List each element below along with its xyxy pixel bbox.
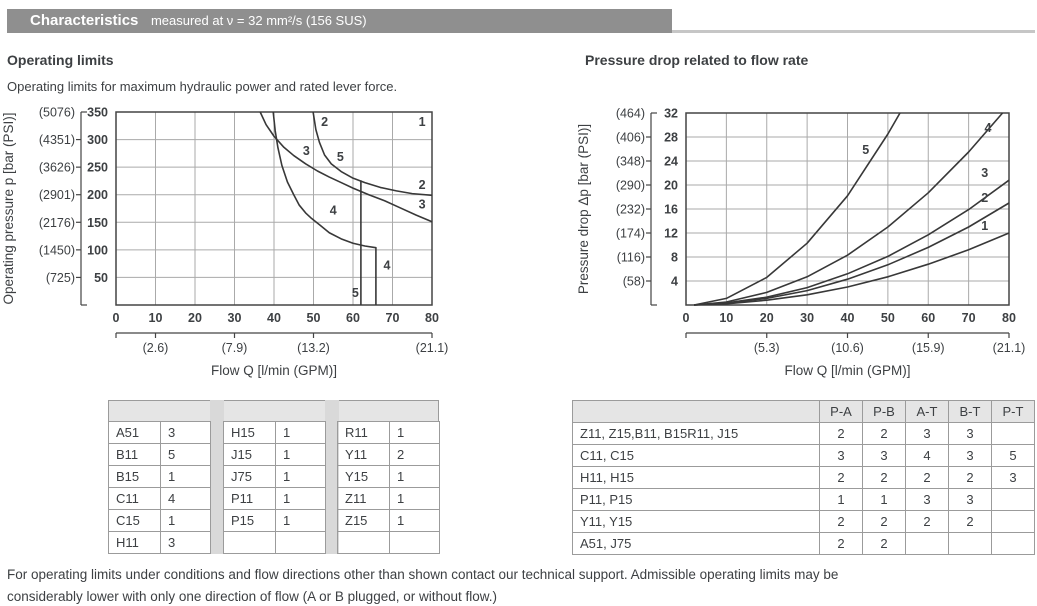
x-tick-label: 80 [1002, 311, 1016, 325]
curve-number-cell: 2 [906, 511, 949, 533]
table-row [338, 532, 440, 554]
curve-label-4: 4 [383, 258, 391, 273]
spool-code-cell [224, 532, 276, 554]
curve-1 [694, 233, 1009, 305]
curve-number-cell [390, 532, 440, 554]
curve-number-cell: 2 [820, 511, 863, 533]
curve-label-2: 2 [321, 114, 329, 129]
table-row [338, 488, 440, 510]
left-table-group-3 [337, 421, 440, 554]
psi-tick-label: (1450) [38, 243, 75, 258]
column-header: A-T [906, 401, 949, 423]
spool-code-cell: A51 [109, 422, 161, 444]
curve-number-cell: 1 [390, 488, 440, 510]
table-row [224, 422, 326, 444]
gpm-tick-label: (7.9) [221, 341, 248, 355]
psi-tick-label: (5076) [38, 105, 75, 120]
left-table-group-2 [223, 421, 326, 554]
table-row [109, 466, 211, 488]
y-tick-label: 24 [664, 154, 678, 169]
y-tick-label: 300 [87, 133, 108, 148]
curve-number-cell: 2 [863, 467, 906, 489]
table-row [573, 511, 1035, 533]
curve-label-5: 5 [336, 150, 344, 165]
curve-number-cell: 1 [390, 510, 440, 532]
x-tick-label: 40 [267, 311, 281, 325]
curve-label-3: 3 [418, 197, 426, 212]
spool-list-cell: H11, H15 [573, 467, 820, 489]
psi-tick-label: (2901) [38, 188, 75, 203]
x-tick-label: 70 [385, 311, 400, 325]
column-header: B-T [949, 401, 992, 423]
y-tick-label: 32 [664, 106, 678, 121]
table-row [573, 467, 1035, 489]
x-tick-label: 0 [682, 311, 690, 325]
curve-number-cell: 3 [820, 445, 863, 467]
footnote-line-2: considerably lower with only one direction of flow (A or B plugged, or without flow.) [7, 589, 498, 604]
pressure-drop-table [572, 400, 1035, 555]
curve-number-cell: 2 [949, 467, 992, 489]
curve-number-cell: 1 [276, 444, 326, 466]
x-tick-label: 60 [346, 311, 360, 325]
y-tick-label: 20 [664, 178, 678, 193]
x-tick-label: 70 [961, 311, 976, 325]
psi-tick-label: (348) [615, 154, 645, 169]
curve-number-cell: 2 [863, 533, 906, 555]
pressure-drop-chart [575, 105, 1037, 390]
psi-tick-label: (232) [615, 202, 645, 217]
left-table-group-1 [108, 421, 211, 554]
x-tick-label: 30 [800, 311, 815, 325]
psi-tick-label: (174) [615, 226, 645, 241]
table-row [573, 533, 1035, 555]
spool-code-cell: Y15 [338, 466, 390, 488]
psi-tick-label: (725) [45, 270, 75, 285]
table-row [109, 488, 211, 510]
curve-number-cell [992, 489, 1035, 511]
x-tick-label: 50 [306, 311, 321, 325]
y-tick-label: 16 [664, 202, 678, 217]
psi-tick-label: (464) [615, 106, 645, 121]
curve-label-4: 4 [984, 121, 992, 135]
spool-code-cell: J15 [224, 444, 276, 466]
spool-list-cell: A51, J75 [573, 533, 820, 555]
curve-number-cell: 1 [863, 489, 906, 511]
x-tick-label: 30 [227, 311, 242, 325]
banner-title: Characteristics [30, 12, 139, 29]
y-tick-label: 250 [87, 160, 108, 175]
curve-number-cell: 3 [906, 423, 949, 445]
x-tick-label: 10 [148, 311, 163, 325]
curve-number-cell [949, 533, 992, 555]
curve-label-1: 1 [418, 114, 426, 129]
x-tick-label: 40 [840, 311, 855, 325]
gpm-tick-label: (10.6) [831, 341, 864, 355]
curve-number-cell: 3 [949, 445, 992, 467]
curve-number-cell [992, 533, 1035, 555]
curve-number-cell [992, 423, 1035, 445]
curve-number-cell: 3 [992, 467, 1035, 489]
table-row [338, 422, 440, 444]
table-row [338, 444, 440, 466]
operating-limits-description: Operating limits for maximum hydraulic power and rated lever force. [7, 79, 398, 94]
table-row [224, 466, 326, 488]
curve-number-cell: 5 [992, 445, 1035, 467]
banner-side-rule [672, 30, 1035, 33]
curve-number-cell: 3 [906, 489, 949, 511]
column-header: P-T [992, 401, 1035, 423]
curve-number-cell: 1 [276, 488, 326, 510]
x-tick-label: 20 [188, 311, 202, 325]
curve-number-cell: 1 [276, 422, 326, 444]
spool-code-cell: J75 [224, 466, 276, 488]
operating-limits-chart [0, 105, 460, 390]
y-axis-title: Pressure drop Δp [bar (PSI)] [576, 123, 591, 295]
table-row [573, 423, 1035, 445]
x-tick-label: 20 [759, 311, 774, 325]
spool-code-cell: P11 [224, 488, 276, 510]
curve-number-cell: 1 [820, 489, 863, 511]
y-tick-label: 100 [87, 243, 108, 258]
gpm-tick-label: (15.9) [911, 341, 945, 355]
y-tick-label: 12 [664, 226, 678, 241]
psi-tick-label: (2176) [38, 215, 75, 230]
gpm-tick-label: (5.3) [753, 341, 780, 355]
gpm-tick-label: (13.2) [297, 341, 330, 355]
spool-list-cell: C11, C15 [573, 445, 820, 467]
spool-list-cell: P11, P15 [573, 489, 820, 511]
column-header [573, 401, 820, 423]
y-tick-label: 28 [664, 130, 678, 145]
table-row [224, 532, 326, 554]
column-header: P-A [820, 401, 863, 423]
curve-number-cell: 3 [949, 489, 992, 511]
psi-tick-label: (3626) [38, 160, 75, 175]
table-row [573, 489, 1035, 511]
gpm-tick-label: (21.1) [415, 341, 449, 355]
x-axis-title: Flow Q [l/min (GPM)] [210, 363, 338, 378]
curve-label-3: 3 [302, 144, 310, 159]
pressure-drop-curve-table [572, 400, 1035, 555]
y-axis-title: Operating pressure p [bar (PSI)] [1, 112, 16, 305]
table-header-row [573, 401, 1035, 423]
spool-code-cell: C15 [109, 510, 161, 532]
banner-subtitle: measured at ν = 32 mm²/s (156 SUS) [150, 13, 367, 28]
psi-tick-label: (290) [615, 178, 645, 193]
curve-number-cell: 1 [161, 466, 211, 488]
psi-tick-label: (406) [615, 130, 645, 145]
table-row [224, 510, 326, 532]
curve-number-cell: 4 [161, 488, 211, 510]
operating-limits-heading: Operating limits [7, 52, 114, 68]
curve-number-cell: 3 [863, 445, 906, 467]
table-row [573, 445, 1035, 467]
curve-number-cell: 2 [949, 511, 992, 533]
curve-number-cell: 2 [390, 444, 440, 466]
footnote [7, 564, 838, 606]
spool-curve-assignment-table [108, 400, 440, 554]
table-row [338, 466, 440, 488]
y-tick-label: 350 [87, 105, 108, 120]
psi-tick-label: (116) [616, 250, 645, 265]
curve-number-cell [992, 511, 1035, 533]
x-axis-title: Flow Q [l/min (GPM)] [784, 363, 911, 378]
table-row [224, 488, 326, 510]
table-row [109, 532, 211, 554]
column-header: P-B [863, 401, 906, 423]
curve-number-cell: 1 [390, 422, 440, 444]
characteristics-banner [7, 9, 672, 33]
spool-code-cell: B15 [109, 466, 161, 488]
curve-label-2: 2 [981, 191, 989, 206]
table-row [109, 510, 211, 532]
y-tick-label: 200 [87, 188, 108, 203]
table-row [109, 444, 211, 466]
table-row [109, 422, 211, 444]
spool-code-cell: P15 [224, 510, 276, 532]
x-tick-label: 80 [425, 311, 439, 325]
curve-number-cell: 2 [820, 467, 863, 489]
x-tick-label: 0 [112, 311, 120, 325]
spool-code-cell: H11 [109, 532, 161, 554]
pressure-drop-heading: Pressure drop related to flow rate [585, 52, 809, 68]
curve-number-cell: 2 [906, 467, 949, 489]
curve-number-cell: 2 [863, 423, 906, 445]
psi-tick-label: (4351) [38, 133, 75, 148]
spool-code-cell: R11 [338, 422, 390, 444]
curve-label-2: 2 [418, 177, 426, 192]
spool-code-cell: H15 [224, 422, 276, 444]
curve-number-cell: 4 [906, 445, 949, 467]
curve-number-cell [906, 533, 949, 555]
left-table-header [108, 400, 439, 422]
curve-label-4: 4 [329, 203, 337, 218]
y-tick-label: 50 [94, 270, 108, 285]
spool-list-cell: Z11, Z15,B11, B15R11, J15 [573, 423, 820, 445]
curve-label-5: 5 [862, 143, 870, 158]
curve-2 [313, 112, 432, 195]
curve-label-5: 5 [351, 285, 359, 300]
curve-label-1: 1 [981, 218, 989, 233]
y-tick-label: 8 [671, 250, 678, 265]
y-tick-label: 4 [671, 274, 678, 289]
table-row [224, 444, 326, 466]
curve-number-cell: 1 [161, 510, 211, 532]
y-tick-label: 150 [87, 215, 108, 230]
curve-number-cell: 2 [820, 423, 863, 445]
x-tick-label: 50 [880, 311, 895, 325]
curve-number-cell: 1 [390, 466, 440, 488]
curve-number-cell: 2 [820, 533, 863, 555]
x-tick-label: 60 [921, 311, 936, 325]
spool-code-cell [338, 532, 390, 554]
curve-label-3: 3 [981, 166, 989, 180]
spool-code-cell: Y11 [338, 444, 390, 466]
curve-2 [694, 203, 1009, 305]
table-row [338, 510, 440, 532]
spool-code-cell: B11 [109, 444, 161, 466]
curve-number-cell: 1 [276, 510, 326, 532]
curve-number-cell: 3 [949, 423, 992, 445]
x-tick-label: 10 [719, 311, 734, 325]
curve-number-cell [276, 532, 326, 554]
gpm-tick-label: (21.1) [992, 341, 1026, 355]
spool-code-cell: Z11 [338, 488, 390, 510]
left-table-separator [210, 400, 224, 554]
spool-code-cell: Z15 [338, 510, 390, 532]
curve-number-cell: 1 [276, 466, 326, 488]
psi-tick-label: (58) [622, 274, 645, 289]
curve-number-cell: 5 [161, 444, 211, 466]
spool-code-cell: C11 [109, 488, 161, 510]
curve-number-cell: 3 [161, 532, 211, 554]
curve-number-cell: 2 [863, 511, 906, 533]
gpm-tick-label: (2.6) [142, 341, 169, 355]
curve-number-cell: 3 [161, 422, 211, 444]
footnote-line-1: For operating limits under conditions and flow directions other than shown contact our technical support. Admissible operating limits may be [7, 567, 839, 582]
spool-list-cell: Y11, Y15 [573, 511, 820, 533]
